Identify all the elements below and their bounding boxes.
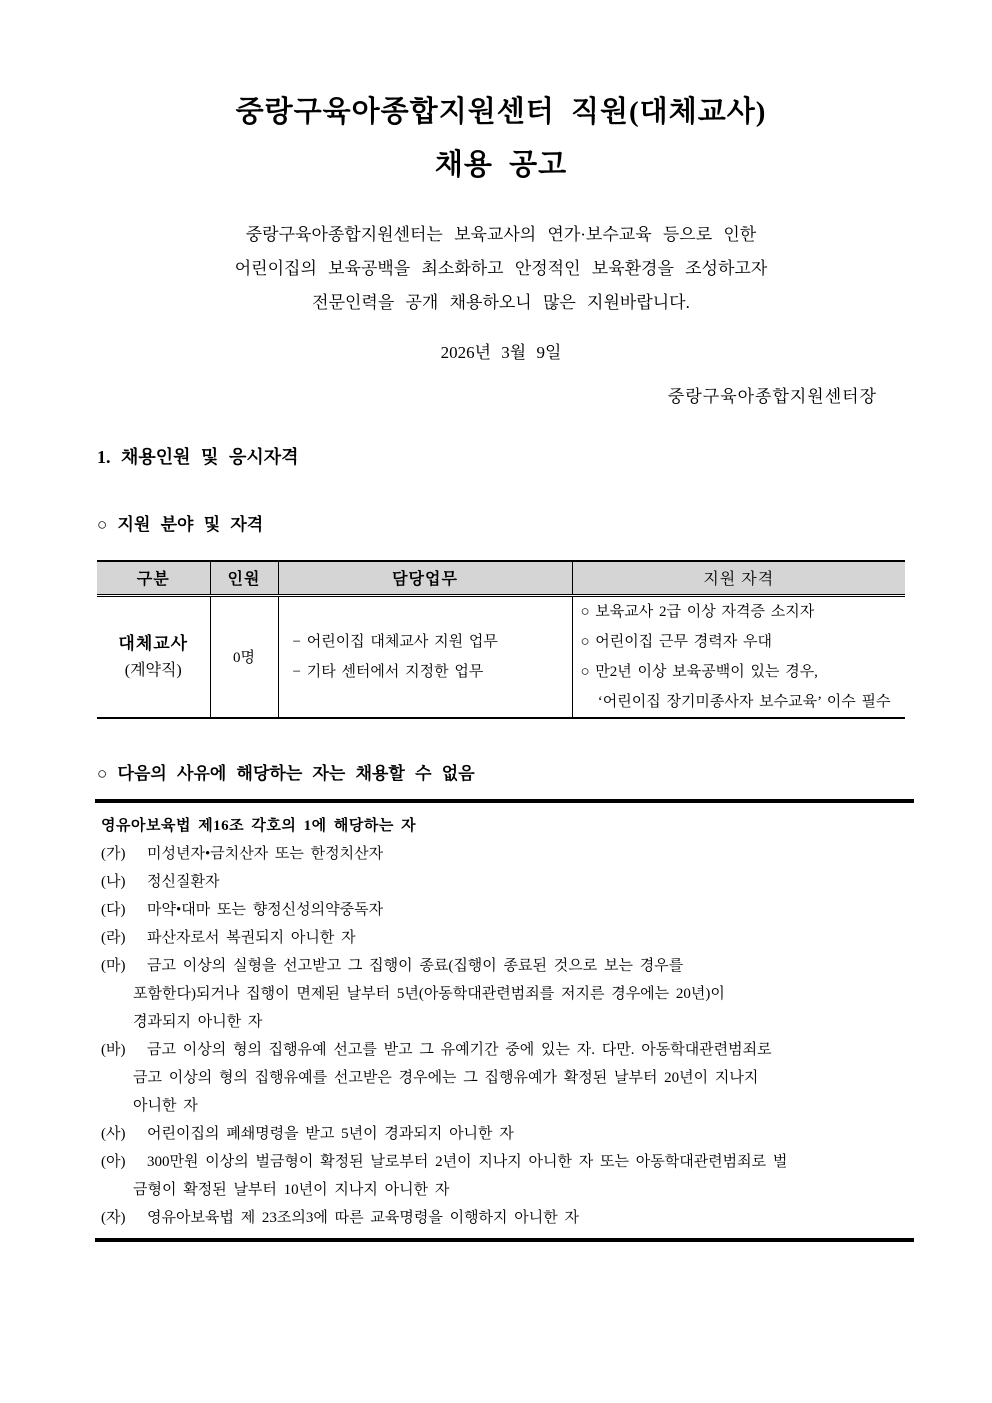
disqualification-item-text: 금고 이상의 실형을 선고받고 그 집행이 종료(집행이 종료된 것으로 보는 경우를 xyxy=(147,958,684,974)
section-1-heading: 1. 채용인원 및 응시자격 xyxy=(97,447,299,467)
disqualification-item xyxy=(101,896,905,924)
qualification-line: ‘어린이집 장기미종사자 보수교육’ 이수 필수 xyxy=(580,693,891,710)
column-header-category: 구분 xyxy=(97,561,210,595)
category-sub: (계약직) xyxy=(124,661,182,679)
cell-qualifications xyxy=(572,595,905,718)
disqualification-item-label: (가) xyxy=(101,846,126,862)
column-header-duties: 담당업무 xyxy=(278,561,572,595)
cell-duties xyxy=(278,595,572,718)
disqualification-item-line xyxy=(101,1120,905,1148)
disqualification-item-line xyxy=(101,1204,905,1232)
subsection-apply-fields-heading: ○ 지원 분야 및 자격 xyxy=(97,515,264,534)
disqualification-item-label: (사) xyxy=(101,1126,126,1142)
title-line-2: 채용 공고 xyxy=(434,149,568,181)
disqualification-item xyxy=(101,1036,905,1120)
disqualification-item-text: 금고 이상의 형의 집행유예 선고를 받고 그 유예기간 중에 있는 자. 다만. 아동학대관련범죄로 xyxy=(147,1042,772,1058)
category-main: 대체교사 xyxy=(118,633,189,653)
intro-paragraph xyxy=(97,218,905,320)
duty-line: − 기타 센터에서 지정한 업무 xyxy=(292,663,484,680)
cell-category xyxy=(97,595,210,718)
disqualification-list xyxy=(97,812,905,1232)
signature-line: 중랑구육아종합지원센터장 xyxy=(667,387,877,406)
column-header-count: 인원 xyxy=(210,561,278,595)
disqualification-item-text: 미성년자•금치산자 또는 한정치산자 xyxy=(147,846,384,862)
disqualification-item-label: (마) xyxy=(101,958,126,974)
disqualification-item-line xyxy=(101,840,905,868)
disqualification-item-line xyxy=(101,1036,905,1064)
intro-line: 전문인력을 공개 채용하오니 많은 지원바랍니다. xyxy=(312,293,690,312)
duty-line: − 어린이집 대체교사 지원 업무 xyxy=(292,633,498,650)
table-row xyxy=(97,595,905,718)
disqualification-item-continuation: 금형이 확정된 날부터 10년이 지나지 아니한 자 xyxy=(133,1182,450,1198)
qualification-line: ○ 보육교사 2급 이상 자격증 소지자 xyxy=(580,603,815,620)
divider-rule-bottom xyxy=(95,1238,914,1242)
disqualification-item xyxy=(101,1148,905,1204)
intro-line: 어린이집의 보육공백을 최소화하고 안정적인 보육환경을 조성하고자 xyxy=(234,259,768,278)
qualification-line: ○ 만2년 이상 보육공백이 있는 경우, xyxy=(580,663,818,680)
disqualification-item-line xyxy=(101,1148,905,1176)
disqualification-item-text: 300만원 이상의 벌금형이 확정된 날로부터 2년이 지나지 아니한 자 또는 아동학대관련범죄로 벌 xyxy=(147,1154,788,1170)
cell-count: 0명 xyxy=(210,595,278,718)
column-header-qualification: 지원 자격 xyxy=(572,561,905,595)
disqualification-item-label: (아) xyxy=(101,1154,126,1170)
qualification-line: ○ 어린이집 근무 경력자 우대 xyxy=(580,633,772,650)
disqualification-item xyxy=(101,868,905,896)
title-line-1: 중랑구육아종합지원센터 직원(대체교사) xyxy=(235,96,767,128)
disqualification-item-text: 파산자로서 복권되지 아니한 자 xyxy=(147,930,356,946)
subsection-disqualification-heading: ○ 다음의 사유에 해당하는 자는 채용할 수 없음 xyxy=(97,764,475,783)
disqualification-item-text: 마약•대마 또는 향정신성의약중독자 xyxy=(147,902,384,918)
date-line: 2026년 3월 9일 xyxy=(440,343,562,362)
disqualification-item-continuation: 금고 이상의 형의 집행유예를 선고받은 경우에는 그 집행유예가 확정된 날부터 20년이 지나지 xyxy=(133,1070,759,1086)
disqualification-item xyxy=(101,1204,905,1232)
disqualification-item-label: (다) xyxy=(101,902,126,918)
disqualification-item xyxy=(101,1120,905,1148)
disqualification-list-header: 영유아보육법 제16조 각호의 1에 해당하는 자 xyxy=(101,818,417,834)
disqualification-item xyxy=(101,924,905,952)
disqualification-item-text: 어린이집의 폐쇄명령을 받고 5년이 경과되지 아니한 자 xyxy=(147,1126,514,1142)
disqualification-item xyxy=(101,952,905,1036)
disqualification-item-line xyxy=(101,952,905,980)
disqualification-item-line xyxy=(101,924,905,952)
table-header-row xyxy=(97,561,905,595)
intro-line: 중랑구육아종합지원센터는 보육교사의 연가·보수교육 등으로 인한 xyxy=(245,225,757,244)
disqualification-item xyxy=(101,840,905,868)
recruitment-table-header xyxy=(97,561,905,595)
disqualification-item-continuation: 경과되지 아니한 자 xyxy=(133,1014,263,1030)
disqualification-item-label: (바) xyxy=(101,1042,126,1058)
recruitment-table xyxy=(97,560,905,719)
disqualification-item-label: (나) xyxy=(101,874,126,890)
disqualification-item-label: (자) xyxy=(101,1210,126,1226)
disqualification-item-text: 정신질환자 xyxy=(147,874,220,890)
disqualification-item-label: (라) xyxy=(101,930,126,946)
disqualification-item-continuation: 아니한 자 xyxy=(133,1098,198,1114)
divider-rule-top xyxy=(95,799,914,803)
disqualification-item-continuation: 포함한다)되거나 집행이 면제된 날부터 5년(아동학대관련범죄를 저지른 경우에는 20년)이 xyxy=(133,986,725,1002)
disqualification-item-line xyxy=(101,896,905,924)
recruitment-table-body xyxy=(97,595,905,718)
disqualification-item-line xyxy=(101,868,905,896)
document-title xyxy=(97,0,905,192)
disqualification-item-text: 영유아보육법 제 23조의3에 따른 교육명령을 이행하지 아니한 자 xyxy=(147,1210,580,1226)
